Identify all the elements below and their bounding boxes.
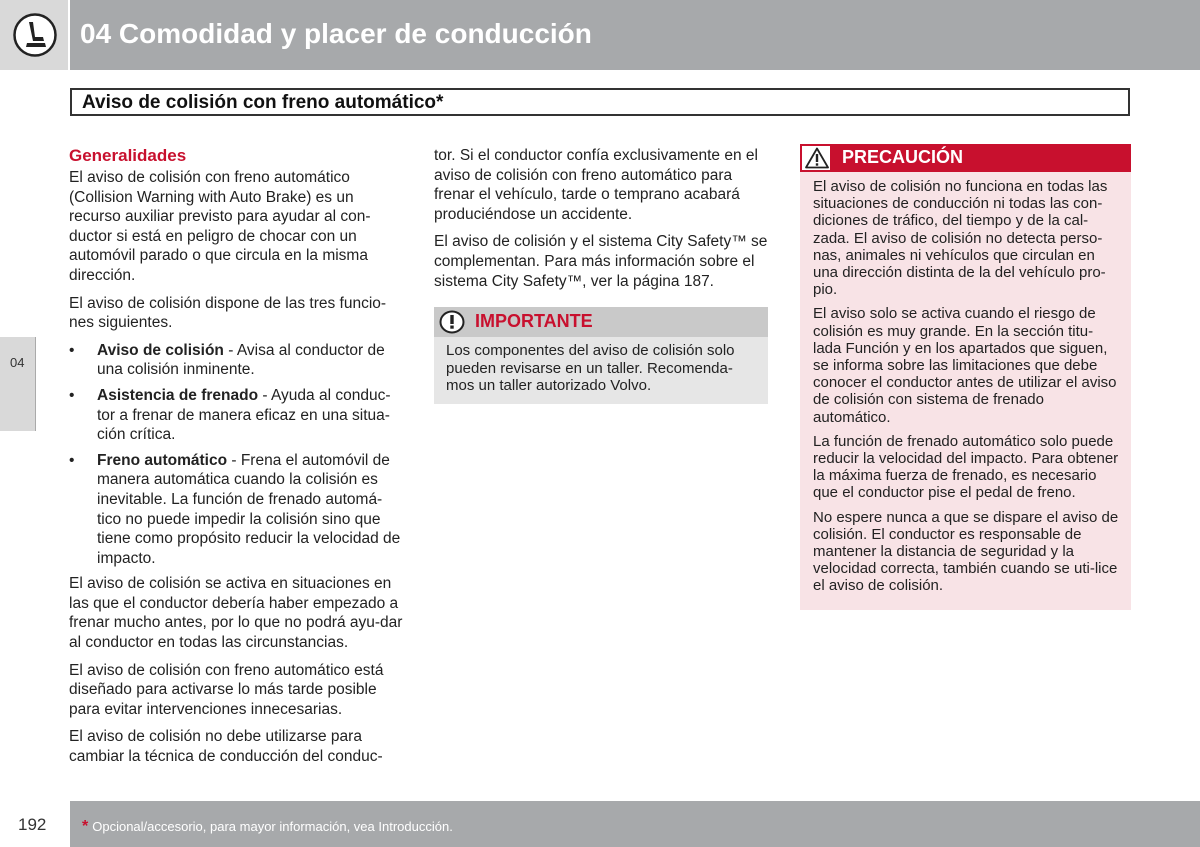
paragraph: No espere nunca a que se dispare el aviso de colisión. El conductor es responsable de mantener la distancia de seguridad y la velocidad correcta, también cuando se uti-lice el aviso de colisión. <box>813 508 1119 595</box>
page-number: 192 <box>18 815 47 834</box>
footnote-star: * <box>82 818 89 835</box>
function-list <box>69 341 403 569</box>
seat-icon <box>13 13 57 57</box>
chapter-header <box>70 0 1200 70</box>
list-item-text: - Frena el automóvil de manera automática cuando la colisión es inevitable. La función de frenado automá-tico no puede impedir la colisión sino que tiene como propósito reducir la velocidad de impacto. <box>97 451 401 567</box>
section-title: Aviso de colisión con freno automático* <box>82 92 444 113</box>
subheading-generalidades: Generalidades <box>69 146 187 165</box>
paragraph: El aviso de colisión no funciona en todas las situaciones de conducción ni todas las con-diciones de tráfico, del tiempo y de la cal-zada. El aviso de colisión no detecta perso-nas, animales ni vehículos que circulan en una dirección distinta de la del vehículo pro-pio. <box>813 178 1108 299</box>
list-item <box>69 451 403 569</box>
paragraph: El aviso solo se activa cuando el riesgo de colisión es muy grande. En la sección titu-lada Función y en los apartados que siguen, se informa sobre las limitaciones que debe conocer el conductor antes de utilizar el aviso de colisión con sistema de frenado automático. <box>813 305 1117 426</box>
paragraph: El aviso de colisión se activa en situaciones en las que el conductor debería haber empezado a frenar mucho antes, por lo que no podrá ayu-dar al conductor en todas las circunstancias. <box>69 575 403 652</box>
caution-box <box>800 144 1131 610</box>
footnote <box>82 818 453 836</box>
caution-box-header <box>800 144 1131 172</box>
important-box-header <box>434 307 768 337</box>
paragraph: tor. Si el conductor confía exclusivamente en el aviso de colisión con freno automático para frenar el vehículo, tarde o temprano acabará produciéndose un accidente. <box>434 147 758 223</box>
exclamation-icon <box>439 310 465 334</box>
footer-bar <box>70 801 1200 847</box>
list-item <box>69 341 403 380</box>
bullet-icon: • <box>69 386 75 404</box>
paragraph: El aviso de colisión no debe utilizarse para cambiar la técnica de conducción del conduc- <box>69 728 383 766</box>
caution-icon-box <box>800 144 832 172</box>
important-box <box>434 307 768 404</box>
caution-body <box>800 172 1131 610</box>
bullet-icon: • <box>69 341 75 359</box>
list-item-text: - Avisa al conductor de una colisión inminente. <box>97 341 385 379</box>
list-item <box>69 386 403 445</box>
caution-title: PRECAUCIÓN <box>842 147 964 167</box>
side-tab-label: 04 <box>10 355 25 370</box>
important-text: Los componentes del aviso de colisión solo pueden revisarse en un taller. Recomenda-mos un taller autorizado Volvo. <box>446 342 735 395</box>
list-item-term: Asistencia de frenado <box>97 386 259 404</box>
bullet-icon: • <box>69 451 75 469</box>
paragraph: El aviso de colisión y el sistema City Safety™ se complementan. Para más información sobre el sistema City Safety™, ver la página 187. <box>434 233 768 290</box>
text-column-1 <box>69 146 403 775</box>
chapter-icon-box <box>0 0 68 70</box>
chapter-title: 04 Comodidad y placer de conducción <box>80 18 592 49</box>
text-column-2 <box>434 146 768 404</box>
chapter-side-tab <box>0 337 36 431</box>
paragraph: El aviso de colisión con freno automático está diseñado para activarse lo más tarde posible para evitar intervenciones innecesarias. <box>69 661 384 718</box>
paragraph: El aviso de colisión con freno automático (Collision Warning with Auto Brake) es un recurso auxiliar previsto para ayudar al con-ductor si está en peligro de chocar con un automóvil parado o que circula en la misma dirección. <box>69 169 371 284</box>
footnote-text: Opcional/accesorio, para mayor información, vea Introducción. <box>92 819 453 834</box>
text-column-3 <box>800 144 1131 610</box>
list-item-term: Aviso de colisión <box>97 341 224 359</box>
section-title-box <box>70 88 1130 116</box>
warning-triangle-icon <box>805 147 829 169</box>
paragraph: El aviso de colisión dispone de las tres funcio-nes siguientes. <box>69 294 387 332</box>
list-item-term: Freno automático <box>97 451 228 469</box>
paragraph: La función de frenado automático solo puede reducir la velocidad del impacto. Para obtener la máxima fuerza de frenado, es necesario que el conductor pise el pedal de freno. <box>813 432 1119 502</box>
important-title: IMPORTANTE <box>475 311 593 332</box>
list-item-text: - Ayuda al conduc-tor a frenar de manera eficaz en una situa-ción crítica. <box>97 386 391 444</box>
